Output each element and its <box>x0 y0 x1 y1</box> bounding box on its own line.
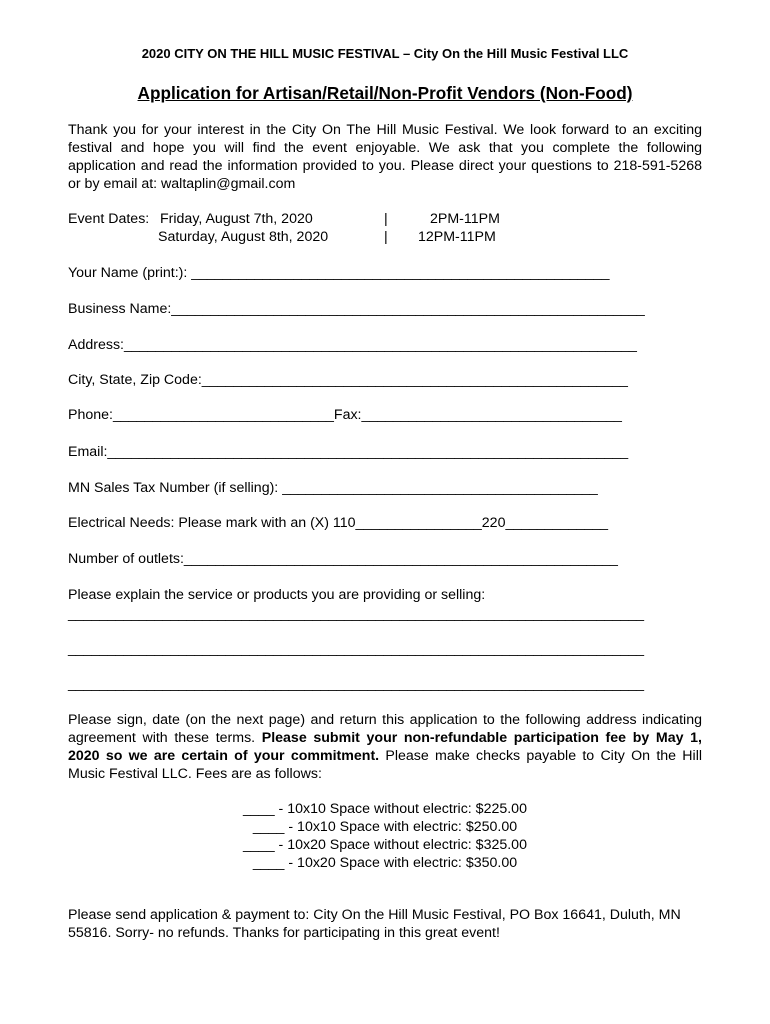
business-name-field[interactable]: Business Name:____________________________________________________________ <box>68 301 645 317</box>
fees-list <box>0 800 770 872</box>
name-field[interactable]: Your Name (print:): _____________________________________________________ <box>68 265 610 281</box>
terms-bold-notice: Please submit your non-refundable participation fee by May 1, 2020 so we are certain of your commitment. <box>68 730 702 764</box>
explain-line-3[interactable]: _________________________________________________________________________ <box>68 676 644 692</box>
document-header: 2020 CITY ON THE HILL MUSIC FESTIVAL – City On the Hill Music Festival LLC <box>141 46 629 61</box>
event-day-1: Friday, August 7th, 2020 <box>160 211 313 227</box>
explain-line-2[interactable]: _________________________________________________________________________ <box>68 641 644 657</box>
address-field[interactable]: Address:_________________________________________________________________ <box>68 337 637 353</box>
fee-option-3[interactable]: ____ - 10x20 Space without electric: $325.00 <box>243 837 527 853</box>
terms-text-2: Please make checks payable to City On the Hill Music Festival LLC. Fees are as follows: <box>68 748 702 782</box>
fee-option-4[interactable]: ____ - 10x20 Space with electric: $350.00 <box>252 855 518 871</box>
explain-label: Please explain the service or products you are providing or selling: <box>68 587 486 603</box>
explain-line-1[interactable]: _________________________________________________________________________ <box>68 606 644 622</box>
phone-fax-field[interactable]: Phone:____________________________Fax:_________________________________ <box>68 407 622 423</box>
email-field[interactable]: Email:__________________________________________________________________ <box>68 444 629 460</box>
electrical-needs-field[interactable]: Electrical Needs: Please mark with an (X) 110________________220_____________ <box>68 515 609 531</box>
closing-paragraph: Please send application & payment to: City On the Hill Music Festival, PO Box 16641, Duluth, MN 55816. Sorry- no refunds. Thanks for participating in this great event! <box>68 907 681 941</box>
event-dates-label: Event Dates: <box>68 211 150 227</box>
event-time-2: 12PM-11PM <box>418 229 496 245</box>
city-state-zip-field[interactable]: City, State, Zip Code:______________________________________________________ <box>68 372 628 388</box>
outlets-field[interactable]: Number of outlets:_______________________________________________________ <box>68 551 618 567</box>
intro-paragraph: Thank you for your interest in the City On The Hill Music Festival. We look forward to an exciting festival and hope you will find the event enjoyable. We ask that you complete the following application and read the information provided to you. Please direct your questions to 218-591-5268 or by email at: waltaplin@gmail.com <box>68 122 702 192</box>
page-title: Application for Artisan/Retail/Non-Profit Vendors (Non-Food) <box>137 83 633 103</box>
sales-tax-field[interactable]: MN Sales Tax Number (if selling): ________________________________________ <box>68 480 598 496</box>
fee-option-2[interactable]: ____ - 10x10 Space with electric: $250.00 <box>252 819 518 835</box>
event-day-2: Saturday, August 8th, 2020 <box>158 229 329 245</box>
terms-paragraph <box>68 711 702 783</box>
event-separator-1: | <box>384 211 388 227</box>
fee-option-1[interactable]: ____ - 10x10 Space without electric: $225.00 <box>243 801 527 817</box>
event-separator-2: | <box>384 229 388 245</box>
terms-text-1: Please sign, date (on the next page) and return this application to the following address indicating agreement with these terms. <box>68 712 702 746</box>
event-time-1: 2PM-11PM <box>430 211 500 227</box>
